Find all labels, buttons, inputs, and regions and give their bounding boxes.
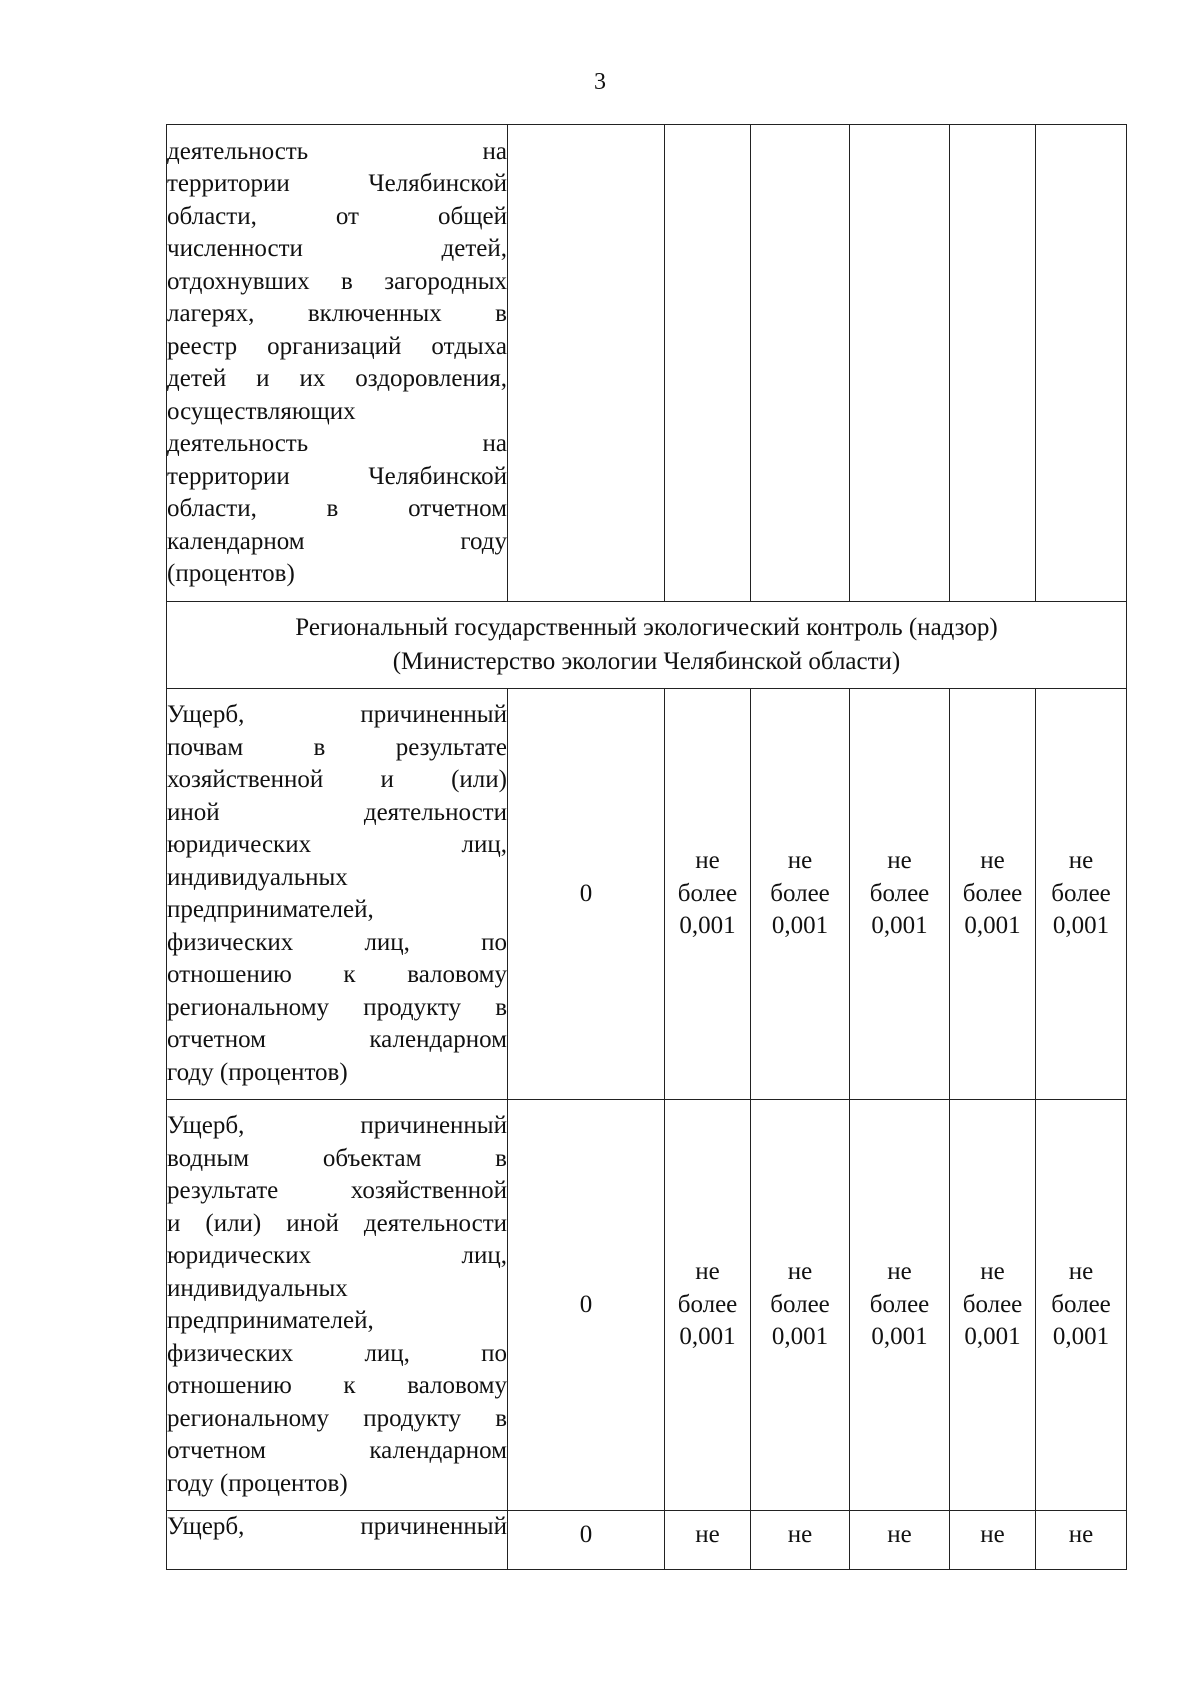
text-line: индивидуальных <box>167 1274 348 1302</box>
text-line: деятельность на <box>167 430 507 457</box>
target-line: более <box>869 879 930 907</box>
target-value <box>751 1100 850 1511</box>
target-line: 0,001 <box>871 912 928 940</box>
target-line: не <box>887 847 912 875</box>
target-value: не <box>1036 1511 1127 1570</box>
target-line: 0,001 <box>679 1323 736 1351</box>
target-line: не <box>787 847 813 875</box>
text-line: почвам в результате <box>167 733 507 761</box>
text-line: отношению к валовому <box>167 1372 507 1399</box>
target-value: не <box>850 1511 950 1570</box>
text-line: календарном году <box>167 527 507 555</box>
target-line: 0,001 <box>771 1323 829 1351</box>
text-line: году (процентов) <box>167 1058 348 1086</box>
target-line: не <box>695 847 720 875</box>
target-line: не <box>1068 847 1094 875</box>
target-value: не <box>665 1511 751 1570</box>
section-subtitle: (Министерство экологии Челябинской области) <box>392 648 901 675</box>
text-line: году (процентов) <box>167 1469 348 1497</box>
indicators-table <box>166 124 1127 1570</box>
table-row <box>167 1100 1127 1511</box>
section-header-row <box>167 602 1127 689</box>
target-line: не <box>695 1258 720 1286</box>
target-line: 0,001 <box>771 912 829 940</box>
target-line: 0,001 <box>964 912 1021 940</box>
text-line: отчетном календарном <box>167 1437 507 1464</box>
text-line: (процентов) <box>167 560 295 587</box>
target-line: более <box>1051 1290 1111 1318</box>
text-line: территории Челябинской <box>167 170 507 197</box>
target-line: не <box>980 847 1005 875</box>
text-line: отдохнувших в загородных <box>167 267 507 295</box>
target-value <box>665 1100 751 1511</box>
text-line: отчетном календарном <box>167 1026 507 1053</box>
target-value <box>950 1100 1036 1511</box>
text-line: области, от общей <box>167 202 507 230</box>
text-line: предпринимателей, <box>167 896 374 923</box>
text-line: иной деятельности <box>167 798 507 826</box>
text-line: юридических лиц, <box>167 1242 507 1269</box>
text-line: реестр организаций отдыха <box>167 332 507 360</box>
target-line: не <box>787 1258 813 1286</box>
empty-cell <box>950 125 1036 602</box>
target-line: более <box>770 1290 830 1318</box>
empty-cell <box>1036 125 1127 602</box>
target-line: 0,001 <box>964 1323 1021 1351</box>
target-line: более <box>1051 879 1111 907</box>
target-line: не <box>887 1258 912 1286</box>
target-line: более <box>770 879 830 907</box>
target-value <box>850 1100 950 1511</box>
text-line: физических лиц, по <box>167 928 507 956</box>
text-line: Ущерб, причиненный <box>167 1513 507 1540</box>
target-value: не <box>950 1511 1036 1570</box>
text-line: региональному продукту в <box>167 993 507 1021</box>
text-line: Ущерб, причиненный <box>167 701 507 728</box>
empty-cell <box>508 125 665 602</box>
base-value: 0 <box>508 1511 665 1570</box>
base-value: 0 <box>508 1100 665 1511</box>
target-value <box>1036 689 1127 1100</box>
target-line: более <box>962 879 1023 907</box>
table-row <box>167 1511 1127 1570</box>
page-number: 3 <box>594 69 606 95</box>
indicator-description <box>167 1100 508 1511</box>
target-line: более <box>869 1290 930 1318</box>
text-line: отношению к валовому <box>167 961 507 988</box>
text-line: территории Челябинской <box>167 462 507 490</box>
target-line: 0,001 <box>1052 1323 1110 1351</box>
text-line: деятельность на <box>167 137 507 165</box>
text-line: водным объектам в <box>167 1144 507 1172</box>
target-value <box>950 689 1036 1100</box>
table-row-continued <box>167 125 1127 602</box>
text-line: результате хозяйственной <box>167 1177 507 1204</box>
target-line: 0,001 <box>1052 912 1110 940</box>
target-value <box>1036 1100 1127 1511</box>
text-line: лагерях, включенных в <box>167 300 507 327</box>
text-line: осуществляющих <box>167 397 356 425</box>
target-line: не <box>1068 1258 1094 1286</box>
text-line: детей и их оздоровления, <box>167 365 507 392</box>
target-line: не <box>980 1258 1005 1286</box>
text-line: области, в отчетном <box>167 495 507 522</box>
text-line: индивидуальных <box>167 863 348 891</box>
text-line: численности детей, <box>167 235 507 262</box>
target-line: более <box>677 1290 738 1318</box>
text-line: Ущерб, причиненный <box>167 1112 507 1139</box>
text-line: хозяйственной и (или) <box>167 766 507 793</box>
section-header <box>167 602 1127 689</box>
target-value <box>751 689 850 1100</box>
base-value: 0 <box>508 689 665 1100</box>
section-title: Региональный государственный экологический контроль (надзор) <box>295 614 998 641</box>
indicator-description <box>167 125 508 602</box>
empty-cell <box>751 125 850 602</box>
target-line: более <box>677 879 738 907</box>
text-line: юридических лиц, <box>167 831 507 858</box>
target-value <box>665 689 751 1100</box>
target-line: 0,001 <box>871 1323 928 1351</box>
indicator-description <box>167 689 508 1100</box>
table-row <box>167 689 1127 1100</box>
target-line: более <box>962 1290 1023 1318</box>
indicator-description <box>167 1511 508 1570</box>
empty-cell <box>850 125 950 602</box>
text-line: и (или) иной деятельности <box>167 1209 507 1237</box>
empty-cell <box>665 125 751 602</box>
text-line: региональному продукту в <box>167 1404 507 1432</box>
text-line: физических лиц, по <box>167 1339 507 1367</box>
target-value: не <box>751 1511 850 1570</box>
text-line: предпринимателей, <box>167 1307 374 1334</box>
target-line: 0,001 <box>679 912 736 940</box>
target-value <box>850 689 950 1100</box>
